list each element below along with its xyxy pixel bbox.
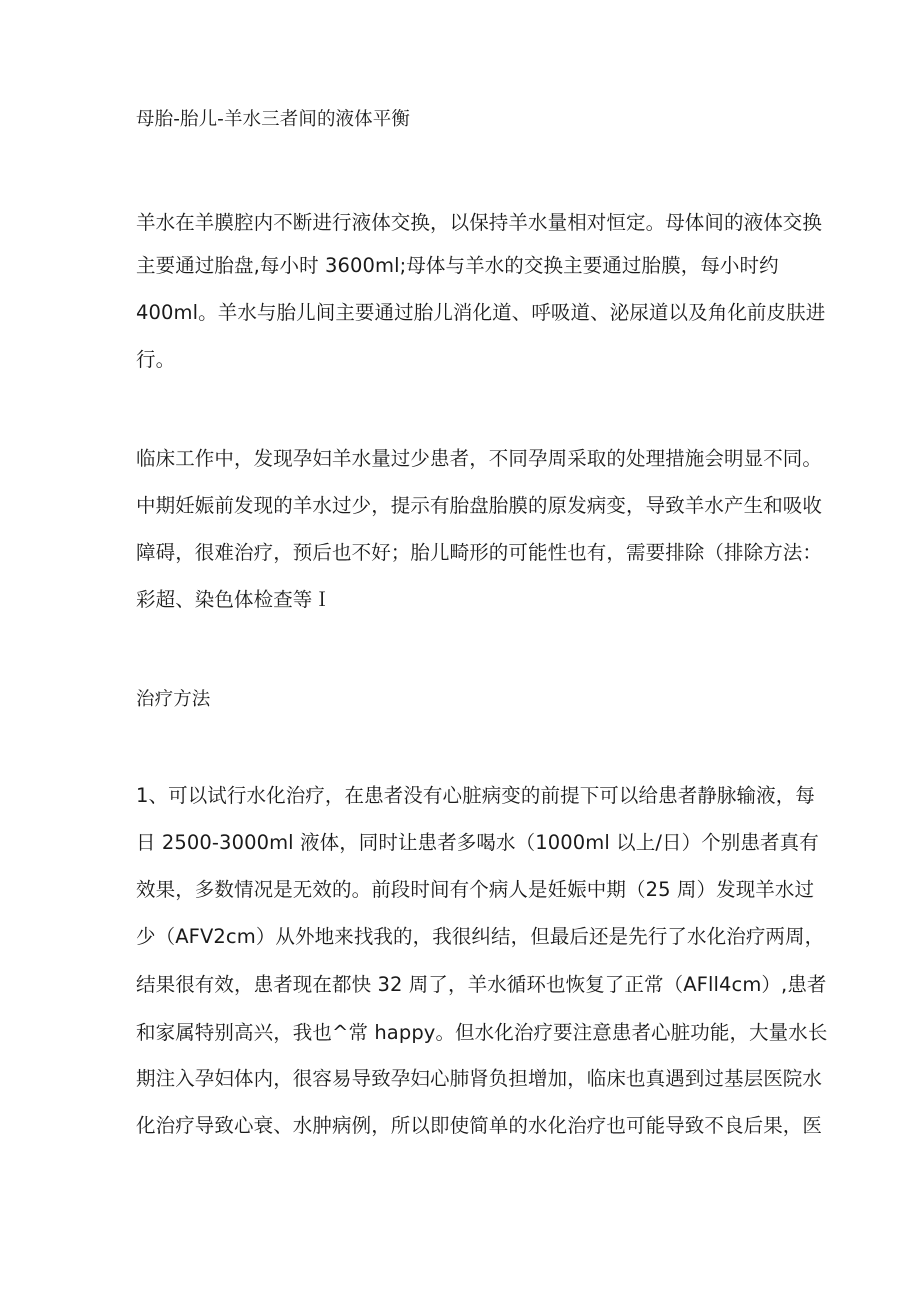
paragraph3-line-1: 1、可以试行水化治疗，在患者没有心脏病变的前提下可以给患者静脉输液，每	[136, 784, 815, 807]
paragraph2-line-4: 彩超、染色体检查等Ｉ	[136, 588, 333, 611]
paragraph3-line-5: 结果很有效，患者现在都快 32 周了，羊水循环也恢复了正常（AFll4cm）,患者	[136, 973, 827, 996]
document-title: 母胎-胎儿-羊水三者间的液体平衡	[136, 109, 410, 130]
paragraph3-line-2: 日 2500-3000ml 液体，同时让患者多喝水（1000ml 以上/日）个别患者真有	[136, 831, 819, 854]
paragraph2-line-1: 临床工作中，发现孕妇羊水量过少患者，不同孕周采取的处理措施会明显不同。	[136, 447, 823, 470]
paragraph3-line-6: 和家属特别高兴，我也^常 happy。但水化治疗要注意患者心脏功能，大量水长	[136, 1021, 828, 1044]
paragraph3-line-8: 化治疗导致心衰、水肿病例，所以即使简单的水化治疗也可能导致不良后果，医	[136, 1114, 823, 1137]
section-heading: 治疗方法	[136, 689, 211, 710]
paragraph3-line-7: 期注入孕妇体内，很容易导致孕妇心肺肾负担增加，临床也真遇到过基层医院水	[136, 1067, 823, 1090]
paragraph2-line-3: 障碍，很难治疗，预后也不好；胎儿畸形的可能性也有，需要排除（排除方法：	[136, 541, 823, 564]
paragraph1-line-2: 主要通过胎盘,每小时 3600ml;母体与羊水的交换主要通过胎膜，每小时约	[136, 254, 779, 277]
paragraph1-line-1: 羊水在羊膜腔内不断进行液体交换，以保持羊水量相对恒定。母体间的液体交换	[136, 211, 823, 234]
paragraph3-line-3: 效果，多数情况是无效的。前段时间有个病人是妊娠中期（25 周）发现羊水过	[136, 878, 815, 901]
paragraph3-line-4: 少（AFV2cm）从外地来找我的，我很纠结，但最后还是先行了水化治疗两周，	[136, 925, 825, 948]
paragraph1-line-3: 400ml。羊水与胎儿间主要通过胎儿消化道、呼吸道、泌尿道以及角化前皮肤进	[136, 301, 826, 324]
paragraph1-line-4: 行。	[136, 348, 176, 371]
paragraph2-line-2: 中期妊娠前发现的羊水过少，提示有胎盘胎膜的原发病变，导致羊水产生和吸收	[136, 494, 823, 517]
